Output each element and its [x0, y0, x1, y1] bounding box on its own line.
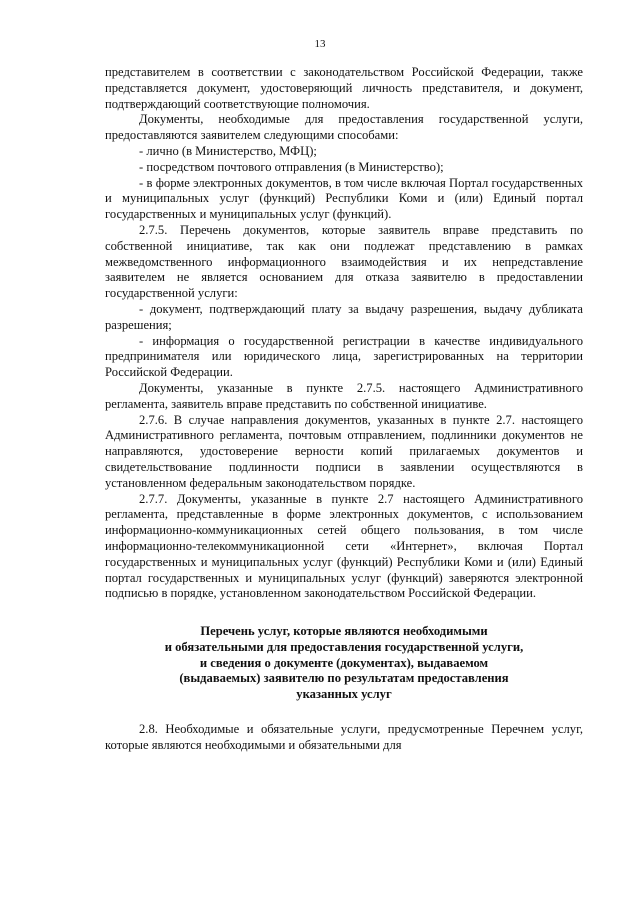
document-body [105, 65, 583, 754]
paragraph: 2.7.7. Документы, указанные в пункте 2.7 настоящего Административного регламента, представленные в форме электронных документов, с использованием информационно-коммуникационных сетей общего пользования, в том числе информационно-телекоммуникационной сети «Интернет», включая Портал государственных и муниципальных услуг (функций) Республики Коми и (или) Единый портал государственных и муниципальных услуг (функций) заверяются электронной подписью в порядке, установленном законодательством Российской Федерации. [105, 491, 583, 601]
list-item: - информация о государственной регистрации в качестве индивидуального предпринимателя или юридического лица, зарегистрированных на территории Российской Федерации. [105, 333, 583, 380]
paragraph: 2.7.6. В случае направления документов, указанных в пункте 2.7. настоящего Административного регламента, почтовым отправлением, подлинники документов не направляются, удостоверение верности копий прилагаемых документов и свидетельствование подлинности подписи в заявлении осуществляются в установленном федеральным законодательством порядке. [105, 412, 583, 490]
heading-line: указанных услуг [296, 687, 392, 702]
list-item: - лично (в Министерство, МФЦ); [139, 143, 317, 158]
heading-line: и обязательными для предоставления государственной услуги, [164, 639, 524, 654]
list-item: - документ, подтверждающий плату за выдачу разрешения, выдачу дубликата разрешения; [105, 301, 583, 332]
heading-line: (выдаваемых) заявителю по результатам предоставления [179, 671, 509, 686]
paragraph: Документы, необходимые для предоставления государственной услуги, предоставляются заявителем следующими способами: [105, 112, 583, 143]
list-item: - посредством почтового отправления (в Министерство); [139, 159, 444, 174]
section-heading [105, 624, 583, 703]
heading-line: и сведения о документе (документах), выдаваемом [199, 655, 489, 670]
heading-line: Перечень услуг, которые являются необходимыми [200, 624, 488, 639]
paragraph: 2.7.5. Перечень документов, которые заявитель вправе представить по собственной инициативе, так как они подлежат представлению в рамках межведомственного информационного взаимодействия и их непредставление заявителем не является основанием для отказа заявителю в предоставлении государственной услуги: [105, 222, 583, 301]
list-item: - в форме электронных документов, в том числе включая Портал государственных и муниципальных услуг (функций) Республики Коми и (или) Единый портал государственных и муниципальных услуг (функций). [105, 175, 583, 222]
paragraph: 2.8. Необходимые и обязательные услуги, предусмотренные Перечнем услуг, которые являются необходимыми и обязательными для [105, 722, 583, 752]
paragraph: Документы, указанные в пункте 2.7.5. настоящего Административного регламента, заявитель вправе представить по собственной инициативе. [105, 380, 583, 411]
paragraph: представителем в соответствии с законодательством Российской Федерации, также представляется документ, удостоверяющий личность представителя, и документ, подтверждающий соответствующие полномочия. [105, 65, 583, 111]
page-number: 13 [314, 38, 326, 50]
